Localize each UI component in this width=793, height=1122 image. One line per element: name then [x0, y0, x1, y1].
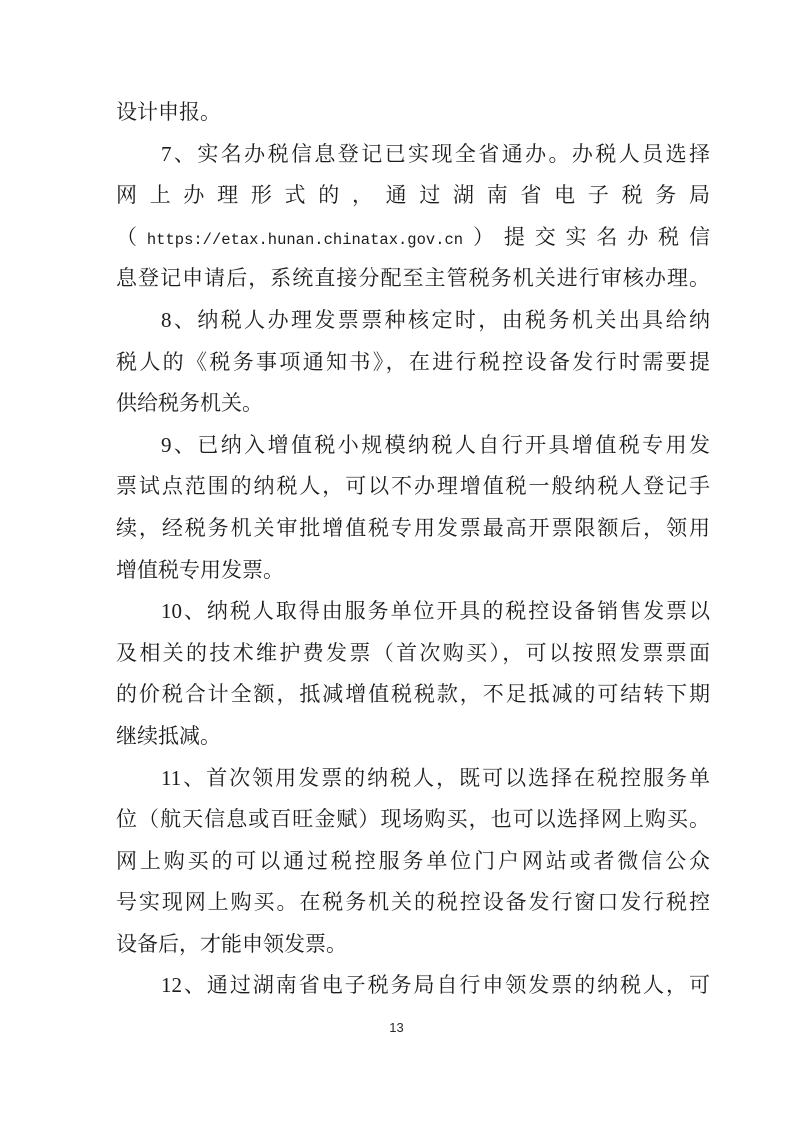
etax-url-text: https://etax.hunan.chinatax.gov.cn: [146, 230, 464, 249]
text-line-2: 7、实名办税信息登记已实现全省通办。办税人员选择: [161, 141, 710, 166]
text-line-3: 网上办理形式的，通过湖南省电子税务局: [116, 183, 710, 208]
text-line-6: 8、纳税人办理发票票种核定时，由税务机关出具给纳: [161, 307, 710, 332]
text-line-13: 10、纳税人取得由服务单位开具的税控设备销售发票以: [161, 599, 710, 624]
text-line-5: 息登记申请后，系统直接分配至主管税务机关进行审核办理。: [116, 266, 710, 291]
text-line-16: 继续抵减。: [116, 723, 221, 748]
document-page-text: [116, 92, 710, 1007]
text-line-8: 供给税务机关。: [116, 391, 263, 416]
text-line-17: 11、首次领用发票的纳税人，既可以选择在税控服务单: [161, 765, 710, 790]
text-line-19: 网上购买的可以通过税控服务单位门户网站或者微信公众: [116, 848, 710, 873]
text-line-22: 12、通过湖南省电子税务局自行申领发票的纳税人，可: [161, 973, 710, 998]
text-line-15: 的价税合计全额，抵减增值税税款，不足抵减的可结转下期: [116, 682, 710, 707]
text-line-4: [116, 217, 710, 259]
text-line-7: 税人的《税务事项通知书》，在进行税控设备发行时需要提: [116, 349, 710, 374]
text-line-14: 及相关的技术维护费发票（首次购买），可以按照发票票面: [116, 640, 710, 665]
text-line-21: 设备后，才能申领发票。: [116, 931, 347, 956]
text-line-12: 增值税专用发票。: [116, 557, 284, 582]
line-4-tail-text: ）提交实名办税信: [463, 224, 710, 249]
text-line-18: 位（航天信息或百旺金赋）现场购买，也可以选择网上购买。: [116, 807, 710, 832]
text-line-11: 续，经税务机关审批增值税专用发票最高开票限额后，领用: [116, 515, 710, 540]
text-line-20: 号实现网上购买。在税务机关的税控设备发行窗口发行税控: [116, 890, 710, 915]
paren-open: （: [116, 224, 147, 249]
text-line-10: 票试点范围的纳税人，可以不办理增值税一般纳税人登记手: [116, 474, 710, 499]
page-number: 13: [389, 1020, 404, 1035]
text-line-9: 9、已纳入增值税小规模纳税人自行开具增值税专用发: [161, 432, 710, 457]
text-line-1: 设计申报。: [116, 100, 221, 124]
